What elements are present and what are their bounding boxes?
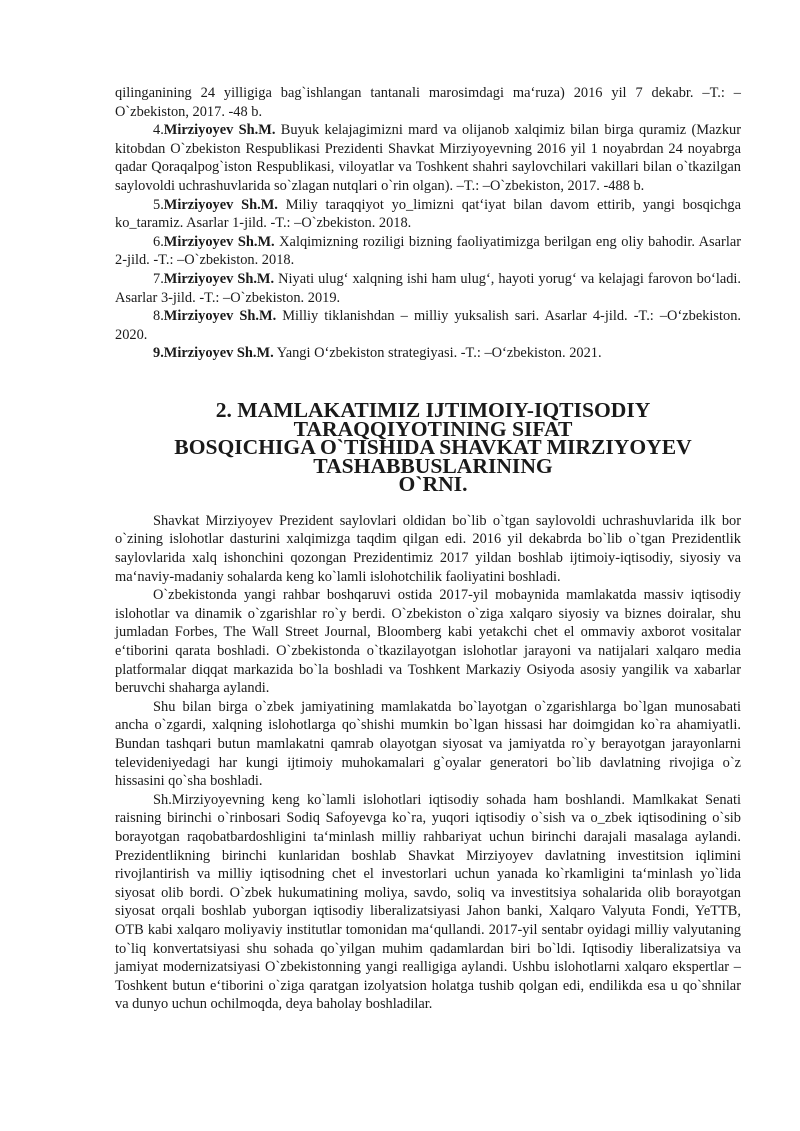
document-page (115, 84, 741, 1014)
reference-author: Mirziyoyev Sh.M. (163, 233, 275, 250)
reference-author: Mirziyoyev Sh.M. (163, 196, 278, 213)
reference-author: Mirziyoyev Sh.M. (163, 122, 276, 139)
reference-item (115, 121, 741, 195)
reference-item (115, 307, 741, 344)
section-heading (115, 397, 741, 497)
reference-number: 8. (153, 308, 164, 325)
reference-text: Miliy taraqqiyot yo_limizni qat‘iyat bilan davom ettirib, yangi bosqichga ko_taramiz. Asarlar 1-jild. -T.: –O`zbekiston. 2018. (115, 196, 741, 232)
body-paragraph: Sh.Mirziyoyevning keng ko`lamli islohotlari iqtisodiy sohada ham boshlandi. Mamlkakat Senati raisning birinchi o`rinbosari Sodiq Safoyevga ko`ra, yuqori iqtisodiy o`sish va o_zbek iqtisodining o`sib borayotgan raqobatbardoshligini ta‘minlash milliy rahbariyat uchun birinchi darajali masalaga aylandi. Prezidentlikning birinchi kunlaridan boshlab Shavkat Mirziyoyev davlatning investitsion iqlimini rivojlantirish va milliy iqtisodning chet el investorlari uchun yanada ko`rkamligini ta‘minlash yo`lida siyosat olib bordi. O`zbek hukumatining moliya, savdo, soliq va investitsiya sohalarida olib borayotgan siyosat orqali boshlab yuborgan iqtisodiy liberalizatsiyasi Jahon banki, Xalqaro Valyuta Fondi, YeTTB, OTB kabi xalqaro moliyaviy institutlar tomonidan ma‘qullandi. 2017-yil sentabr oyidagi milliy valyutaning to`liq konvertatsiyasi shu sohada qo`yilgan muhim qadamlardan biri bo`ldi. Iqtisodiy liberalizatsiya va jamiyat modernizatsiyasi O`zbekistonning yangi realligiga aylandi. Ushbu islohotlarni xalqaro ekspertlar –Toshkent butun e‘tiborini o`ziga qaratgan izolyatsion holatga tushib qolgan edi, endilikda esa u qo`shnilar va dunyo uchun ochilmoqda, deya baholay boshladilar. (115, 791, 741, 1013)
body-text (115, 512, 741, 1014)
reference-item (115, 196, 741, 233)
reference-number: 6. (153, 233, 164, 250)
body-paragraph: O`zbekistonda yangi rahbar boshqaruvi ostida 2017-yil mobaynida mamlakatda massiv iqtisodiy islohotlar va dinamik o`zgarishlar ro`y berdi. O`zbekiston o`ziga xalqaro siyosiy va biznes doiralar, shu jumladan Forbes, The Wall Street Journal, Bloomberg kabi yetakchi chet el ommaviy axborot vositalar e‘tiborini qarata boshladi. O`zbekistonda o`tkazilayotgan islohotlar jarayoni va natijalari xalqaro media platformalar diqqat markazida bo`la boshladi va Toshkent Markaziy Osiyoda asosiy yangilik va xabarlar beruvchi shaharga aylandi. (115, 587, 741, 697)
reference-author: Mirziyoyev Sh.M. (163, 345, 274, 362)
reference-number: 4. (153, 122, 164, 139)
reference-author: Mirziyoyev Sh.M. (163, 270, 275, 287)
reference-text: Yangi O‘zbekiston strategiyasi. -T.: –O‘zbekiston. 2021. (273, 345, 602, 362)
reference-item (115, 270, 741, 307)
spacer (115, 494, 741, 512)
reference-list (115, 121, 741, 363)
reference-text: Milliy tiklanishdan – milliy yuksalish sari. Asarlar 4-jild. -T.: –O‘zbekiston. 2020. (115, 308, 741, 343)
reference-text: Niyati ulug‘ xalqning ishi ham ulug‘, hayoti yorug‘ va kelajagi farovon bo‘ladi. Asarlar 3-jild. -T.: –O`zbekiston. 2019. (115, 270, 741, 306)
reference-continuation: qilinganining 24 yilligiga bag`ishlangan tantanali marosimdagi ma‘ruza) 2016 yil 7 dekabr. –T.: –O`zbekiston, 2017. -48 b. (115, 85, 741, 120)
reference-number: 5. (153, 196, 164, 213)
reference-item (115, 233, 741, 270)
body-paragraph: Shu bilan birga o`zbek jamiyatining mamlakatda bo`layotgan o`zgarishlarga bo`lgan munosabati ancha o`zgardi, xalqning islohotlarga qo`shishi mumkin bo`lgan hissasi har doimgidan ko`ra ahamiyatli. Bundan tashqari butun mamlakatni qamrab olayotgan siyosat va jamiyatda ro`y berayotgan jarayonlarni televideniyedagi har kungi ijtimoiy muhokamalari g`oyalar generatori bo`lib davlatning rivojiga o`z hissasini qo`sha boshladi. (115, 698, 741, 790)
spacer (115, 363, 741, 401)
section-heading-line: O`RNI. (398, 472, 468, 497)
body-paragraph: Shavkat Mirziyoyev Prezident saylovlari oldidan bo`lib o`tgan saylovoldi uchrashuvlarida ilk bor o`zining islohotlar dasturini xalqimizga taqdim qilgan edi. 2016 yil dekabrda bo`lib o`tgan Prezidentlik saylovlarida xalq ishonchini qozongan Prezidentimiz 2017 yildan boshlab ijtimoiy-iqtisodiy, siyosiy va ma‘naviy-madaniy sohalarda keng ko`lamli islohotchilik faoliyatini boshladi. (115, 512, 741, 585)
reference-text: Xalqimizning roziligi bizning faoliyatimizga berilgan eng oliy bahodir. Asarlar 2-jild. -T.: –O`zbekiston. 2018. (115, 233, 742, 269)
reference-text: Buyuk kelajagimizni mard va olijanob xalqimiz bilan birga quramiz (Mazkur kitobdan O`zbekiston Respublikasi Prezidenti Shavkat Mirziyoyevning 2016 yil 1 noyabrdan 24 noyabrga qadar Qoraqalpog`iston Respublikasi, viloyatlar va Toshkent shahri saylovchilari vakillari bilan o`tkazilgan saylovoldi uchrashuvlarida so`zlagan nutqlari o`rin olgan). –T.: –O`zbekiston, 2017. -488 b. (115, 122, 742, 194)
section-heading-line: BOSQICHIGA O`TISHIDA SHAVKAT MIRZIYOYEV TASHABBUSLARINING (174, 435, 692, 478)
reference-number: 9. (153, 345, 164, 362)
reference-number: 7. (153, 270, 164, 287)
reference-item (115, 344, 741, 363)
reference-author: Mirziyoyev Sh.M. (163, 308, 277, 325)
section-heading-line: 2. MAMLAKATIMIZ IJTIMOIY-IQTISODIY TARAQQIYOTINING SIFAT (215, 397, 651, 441)
